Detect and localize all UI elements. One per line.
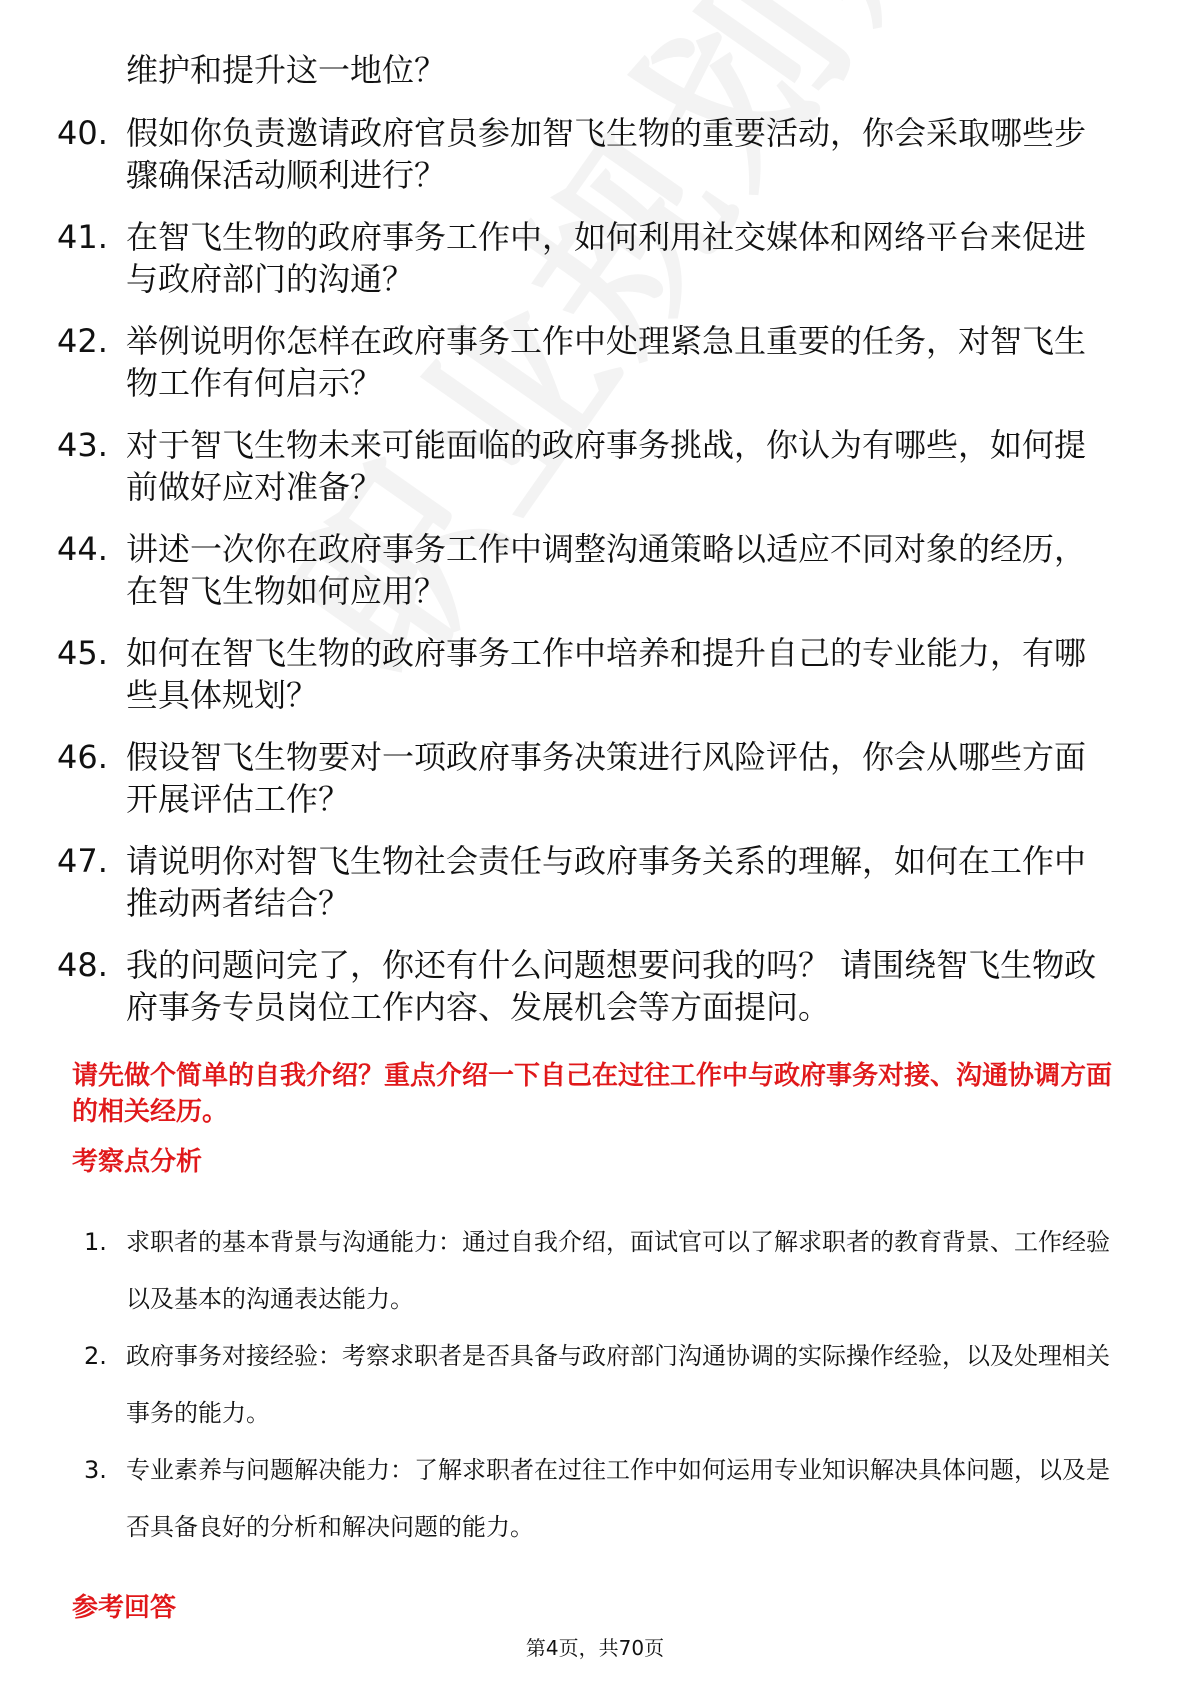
question-text: 在智飞生物的政府事务工作中，如何利用社交媒体和网络平台来促进与政府部门的沟通？ [126,218,1087,298]
question-number: 43. [57,426,108,464]
question-item [57,944,1117,1028]
question-item [57,320,1117,404]
reference-answer-title: 参考回答 [72,1593,177,1623]
question-text: 对于智飞生物未来可能面临的政府事务挑战，你认为有哪些，如何提前做好应对准备？ [126,426,1087,506]
question-text: 假设智飞生物要对一项政府事务决策进行风险评估，你会从哪些方面开展评估工作？ [126,738,1087,818]
question-number: 40. [57,114,108,152]
question-number: 41. [57,218,108,256]
analysis-number: 2. [84,1342,107,1370]
analysis-item [84,1214,1119,1328]
question-item [57,424,1117,508]
analysis-number: 3. [84,1456,107,1484]
question-number: 44. [57,530,108,568]
question-item [57,736,1117,820]
question-number: 47. [57,842,108,880]
analysis-text: 求职者的基本背景与沟通能力：通过自我介绍，面试官可以了解求职者的教育背景、工作经验以及基本的沟通表达能力。 [126,1228,1110,1313]
question-number: 46. [57,738,108,776]
question-text: 请说明你对智飞生物社会责任与政府事务关系的理解，如何在工作中推动两者结合？ [126,842,1087,922]
question-item [57,216,1117,300]
question-text: 假如你负责邀请政府官员参加智飞生物的重要活动，你会采取哪些步骤确保活动顺利进行？ [126,114,1087,194]
question-item [57,528,1117,612]
question-text: 讲述一次你在政府事务工作中调整沟通策略以适应不同对象的经历，在智飞生物如何应用？ [126,530,1087,610]
question-text: 如何在智飞生物的政府事务工作中培养和提升自己的专业能力，有哪些具体规划？ [126,634,1087,714]
question-number: 42. [57,322,108,360]
question-item [57,840,1117,924]
question-number: 48. [57,946,108,984]
question-number: 45. [57,634,108,672]
question-list [57,112,1117,1048]
analysis-section-title: 考察点分析 [72,1147,203,1177]
analysis-number: 1. [84,1228,107,1256]
featured-question-heading: 请先做个简单的自我介绍？重点介绍一下自己在过往工作中与政府事务对接、沟通协调方面的相关经历。 [72,1061,1113,1127]
analysis-text: 政府事务对接经验：考察求职者是否具备与政府部门沟通协调的实际操作经验，以及处理相关事务的能力。 [126,1342,1110,1427]
analysis-list [84,1214,1119,1556]
question-text: 我的问题问完了，你还有什么问题想要问我的吗？ 请围绕智飞生物政府事务专员岗位工作内容、发展机会等方面提问。 [126,946,1097,1026]
page-number: 第4页，共70页 [525,1636,665,1660]
question-text: 举例说明你怎样在政府事务工作中处理紧急且重要的任务，对智飞生物工作有何启示？ [126,322,1087,402]
analysis-item [84,1328,1119,1442]
analysis-text: 专业素养与问题解决能力：了解求职者在过往工作中如何运用专业知识解决具体问题，以及是否具备良好的分析和解决问题的能力。 [126,1456,1110,1541]
question-item [57,112,1117,196]
question-item [57,632,1117,716]
analysis-item [84,1442,1119,1556]
question-continuation: 维护和提升这一地位？ [126,51,447,89]
